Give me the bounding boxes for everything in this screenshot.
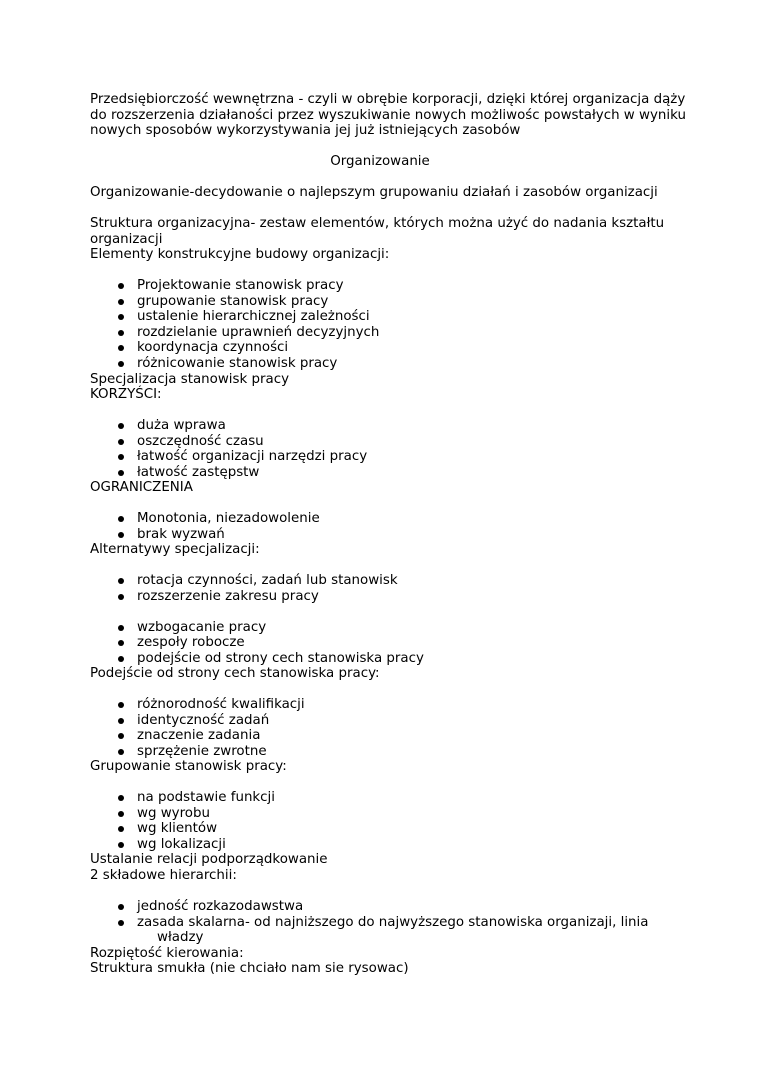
span-title: Rozpiętość kierowania: xyxy=(90,945,244,961)
bullet-dot xyxy=(118,283,124,289)
approach-title: Podejście od strony cech stanowiska pracy: xyxy=(90,666,380,682)
alternatives-title: Alternatywy specjalizacji: xyxy=(90,542,260,558)
bullet-dot xyxy=(118,578,124,584)
bullet-dot xyxy=(118,470,124,476)
limits-title: OGRANICZENIA xyxy=(90,480,193,496)
bullet-dot xyxy=(118,361,124,367)
intro-line-1: Przedsiębiorczość wewnętrzna - czyli w obrębie korporacji, dzięki której organizacja dąży xyxy=(90,92,686,107)
structure-definition-line-1: Struktura organizacyjna- zestaw elementów, których można użyć do nadania kształtu xyxy=(90,216,665,231)
bullet-dot xyxy=(118,594,124,600)
specialization-title: Specjalizacja stanowisk pracy xyxy=(90,371,290,387)
bullet-dot xyxy=(118,702,124,708)
bullet-dot xyxy=(118,749,124,755)
bullet-dot xyxy=(118,299,124,305)
structure-definition-line-2: organizacji xyxy=(90,231,163,247)
document-page: Przedsiębiorczość wewnętrzna - czyli w obrębie korporacji, dzięki której organizacja dąży do rozszerzenia działaności przez wyszukiwanie nowych możliwośc powstałych w wyniku nowych sposobów wykorzystywania jej już istniejących zasobów Organizowanie Organizowanie-decydowanie o najlepszym grupowaniu działań i zasobów organizacji Struktura organizacyjna- zestaw elementów, których można użyć do nadania kształtu organizacji Elementy konstrukcyjne budowy organizacji: Projektowanie stanowisk pracy grupowanie stanowisk pracy ustalenie hierarchicznej zależności rozdzielanie uprawnień decyzyjnych koordynacja czynności różnicowanie stanowisk pracy Specjalizacja stanowisk pracy KORZYŚCI: duża wprawa oszczędność czasu łatwość organizacji narzędzi pracy łatwość zastępstw OGRANICZENIA Monotonia, niezadowolenie brak wyzwań Alternatywy specjalizacji: rotacja czynności, zadań lub stanowisk rozszerzenie zakresu pracy wzbogacanie pracy zespoły robocze podejście od strony cech stanowiska pracy Podejście od strony cech stanowiska pracy: różnorodność kwalifikacji identyczność zadań znaczenie zadania sprzężenie zwrotne Grupowanie stanowisk pracy: na podstawie funkcji wg wyrobu wg klientów wg lokalizacji Ustalanie relacji podporządkowanie 2 składowe hierarchii: jedność rozkazodawstwa zasada skalarna- od najniższego do najwyższego stanowiska organizaji, linia władzy Rozpiętość kierowania: Struktura smukła (nie chciało nam sie rysowac) xyxy=(0,0,760,1075)
bullet-dot xyxy=(118,423,124,429)
definition-text: Organizowanie-decydowanie o najlepszym grupowaniu działań i zasobów organizacji xyxy=(90,185,658,200)
hierarchy-title: 2 składowe hierarchii: xyxy=(90,868,237,883)
bullet-dot xyxy=(118,811,124,817)
intro-line-3: nowych sposobów wykorzystywania jej już istniejących zasobów xyxy=(90,123,521,139)
bullet-dot xyxy=(118,454,124,460)
bullet-dot xyxy=(118,532,124,538)
bullet-dot xyxy=(118,439,124,445)
section-heading: Organizowanie xyxy=(330,154,430,169)
relations-title: Ustalanie relacji podporządkowanie xyxy=(90,852,328,868)
bullet-dot xyxy=(118,345,124,351)
list-item-continuation: władzy xyxy=(157,930,204,946)
bullet-dot xyxy=(118,733,124,739)
intro-line-2: do rozszerzenia działaności przez wyszukiwanie nowych możliwośc powstałych w wyniku xyxy=(90,107,686,123)
bullet-dot xyxy=(118,625,124,631)
tall-structure-text: Struktura smukła (nie chciało nam sie rysowac) xyxy=(90,961,409,977)
bullet-dot xyxy=(118,795,124,801)
benefits-title: KORZYŚCI: xyxy=(90,387,162,403)
bullet-dot xyxy=(118,842,124,848)
bullet-dot xyxy=(118,904,124,910)
bullet-dot xyxy=(118,718,124,724)
grouping-title: Grupowanie stanowisk pracy: xyxy=(90,759,287,775)
bullet-dot xyxy=(118,826,124,832)
elements-title: Elementy konstrukcyjne budowy organizacji: xyxy=(90,247,390,263)
bullet-dot xyxy=(118,920,124,926)
bullet-dot xyxy=(118,516,124,522)
bullet-dot xyxy=(118,330,124,336)
bullet-dot xyxy=(118,656,124,662)
bullet-dot xyxy=(118,314,124,320)
bullet-dot xyxy=(118,640,124,646)
